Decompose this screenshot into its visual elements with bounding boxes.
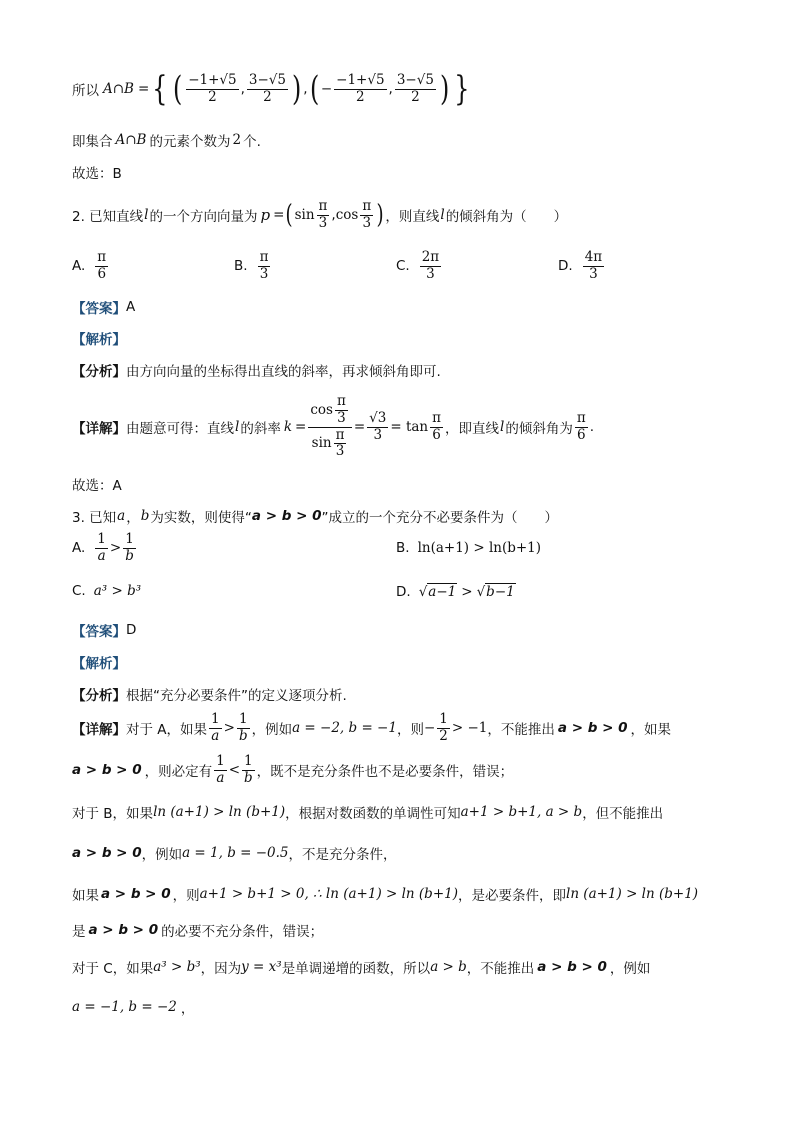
q3-fenxi: 【分析】 根据“充分必要条件”的定义逐项分析. (72, 688, 347, 704)
vector-p: p (260, 206, 271, 224)
q3-detail-8: a = −1, b = −2 ， (72, 999, 195, 1017)
q2-fenxi: 【分析】 由方向向量的坐标得出直线的斜率，再求倾斜角即可. (72, 364, 441, 380)
point2-y: $\frac{3-√5}{2}$ (396, 71, 434, 105)
point2-x: $\frac{-1+√5}{2}$ (336, 71, 385, 105)
q2-option-b: B. $\frac{\pi}{3}$ (234, 249, 269, 282)
q3-detail-3: 对于 B，如果 ln (a+1) > ln (b+1) ，根据对数函数的单调性可知 a+1 > b+1, a > b ，但不能推出 (72, 804, 664, 822)
q3-detail-2: a > b > 0 ，则必定有 $\frac{1}{a}$ < $\frac{1}{b}$ ，既不是充分条件也不是必要条件，错误； (72, 752, 514, 786)
pick-b-line: 故选：B (72, 166, 122, 182)
q3-answer: 【答案】 D (72, 622, 137, 640)
q2-detail: 【详解】 由题意可得：直线 l 的斜率 k = cos $\frac{\pi}{3}$ sin $\frac{\pi}{3}$ = $\frac{√3}{3}$ = tan $\frac{\pi}{6}$ ，即直线 l 的倾斜角为 $\frac{\pi}{6}$ . (72, 393, 594, 460)
q3-option-c: C. a³ > b³ (72, 583, 142, 599)
q3-option-d: D. √ a−1 > √ b−1 (396, 583, 515, 600)
q2-option-a: A. $\frac{\pi}{6}$ (72, 249, 107, 282)
q3-detail-7: 对于 C，如果 a³ > b³ ，因为 y = x³ 是单调递增的函数，所以 a > b ，不能推出 a > b > 0 ，例如 (72, 959, 651, 977)
q3-detail-6: 是 a > b > 0 的必要不充分条件，错误； (72, 922, 324, 940)
q3-option-a: A. $\frac{1}{a}$ > $\frac{1}{b}$ (72, 531, 134, 564)
set-result-line: 所以 A∩B = { ( $\frac{-1+√5}{2}$ , $\frac{3-√5}{2}$ ) , ( − $\frac{-1+√5}{2}$ , $\frac{3-√5}{2}$ ) } (72, 69, 470, 109)
q2-pick: 故选：A (72, 478, 122, 494)
q2-analysis-tag: 【解析】 (72, 332, 126, 348)
point1-y: $\frac{3-√5}{2}$ (248, 71, 286, 105)
q3-detail-5: 如果 a > b > 0 ，则 a+1 > b+1 > 0, ∴ ln (a+1) > ln (b+1) ，是必要条件，即 ln (a+1) > ln (b+1) (72, 886, 699, 904)
slope-fraction: cos $\frac{\pi}{3}$ sin $\frac{\pi}{3}$ (308, 394, 352, 459)
q2-option-d: D. $\frac{4\pi}{3}$ (558, 249, 603, 282)
point1-x: $\frac{-1+√5}{2}$ (188, 71, 237, 105)
count-line: 即集合 A∩B 的元素个数为 2 个. (72, 132, 261, 150)
q3-stem: 3. 已知 a ， b 为实数，则使得“ a > b > 0 ”成立的一个充分不必要条件为（ ） (72, 508, 558, 526)
q3-analysis-tag: 【解析】 (72, 656, 126, 672)
q3-option-b: B. ln(a+1) > ln(b+1) (396, 540, 542, 556)
so-prefix: 所以 (72, 83, 99, 99)
brace-close: } (454, 69, 470, 109)
q2-answer: 【答案】 A (72, 299, 136, 317)
set-expr: A∩B (103, 81, 134, 97)
q2-option-c: C. $\frac{2\pi}{3}$ (396, 249, 440, 282)
q2-stem: 2. 已知直线 l 的一个方向向量为 p = ( sin $\frac{\pi}{3}$ , cos $\frac{\pi}{3}$ ) ，则直线 l 的倾斜角为（ ） (72, 197, 568, 231)
brace-open: { (152, 69, 168, 109)
q3-detail-4: a > b > 0 ，例如 a = 1, b = −0.5 ，不是充分条件， (72, 845, 397, 863)
q3-detail-1: 【详解】 对于 A，如果 $\frac{1}{a}$ > $\frac{1}{b}$ ，例如 a = −2, b = −1 ，则 − $\frac{1}{2}$ > −1 ，不能推出 a > b > 0 ，如果 (72, 710, 671, 744)
